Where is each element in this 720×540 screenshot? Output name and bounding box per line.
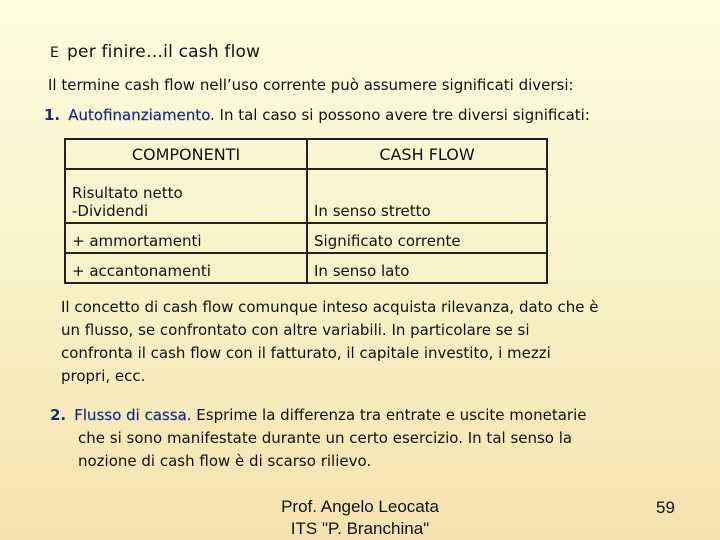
title-text: per finire…il cash flow (67, 42, 261, 62)
footer-author: Prof. Angelo Leocata (281, 497, 439, 516)
header-componenti: COMPONENTI (65, 139, 307, 169)
concept-paragraph (61, 296, 661, 388)
cash-flow-cell: In senso lato (307, 253, 547, 283)
page-number: 59 (656, 498, 675, 517)
cash-flow-cell: In senso stretto (307, 169, 547, 223)
title-bullet: E (50, 45, 60, 61)
header-cash-flow: CASH FLOW (307, 139, 547, 169)
item-1-text: . In tal caso si possono avere tre diversi significati: (210, 106, 590, 124)
item-2-continuation: che si sono manifestate durante un certo esercizio. In tal senso la (78, 429, 573, 447)
cash-flow-table (64, 138, 548, 284)
item-2-number: 2. (50, 406, 67, 424)
list-item-1 (44, 106, 590, 124)
component-line: Risultato netto (72, 184, 183, 202)
item-2-keyword: Flusso di cassa (74, 406, 187, 424)
slide-title (50, 42, 260, 62)
paragraph-line: Il concetto di cash flow comunque inteso acquista rilevanza, dato che è (61, 298, 599, 316)
list-item-2 (50, 404, 690, 473)
component-cell: + accantonamenti (65, 253, 307, 283)
item-2-continuation: nozione di cash flow è di scarso rilievo. (78, 452, 372, 470)
footer-credit (255, 496, 465, 540)
footer-school: ITS "P. Branchina" (290, 519, 430, 538)
table-row (65, 169, 547, 223)
table-header-row (65, 139, 547, 169)
cash-flow-cell: Significato corrente (307, 223, 547, 253)
component-cell (65, 169, 307, 223)
component-line: -Dividendi (72, 202, 149, 220)
paragraph-line: un flusso, se confrontato con altre variabili. In particolare se si (61, 321, 530, 339)
item-1-keyword: Autofinanziamento (68, 106, 210, 124)
item-2-text: . Esprime la differenza tra entrate e uscite monetarie (186, 406, 587, 424)
item-1-number: 1. (44, 106, 61, 124)
table-row (65, 223, 547, 253)
component-cell: + ammortamenti (65, 223, 307, 253)
paragraph-line: confronta il cash flow con il fatturato, il capitale investito, i mezzi (61, 344, 551, 362)
table-row (65, 253, 547, 283)
paragraph-line: propri, ecc. (61, 367, 146, 385)
intro-text: Il termine cash flow nell’uso corrente può assumere significati diversi: (48, 76, 574, 94)
